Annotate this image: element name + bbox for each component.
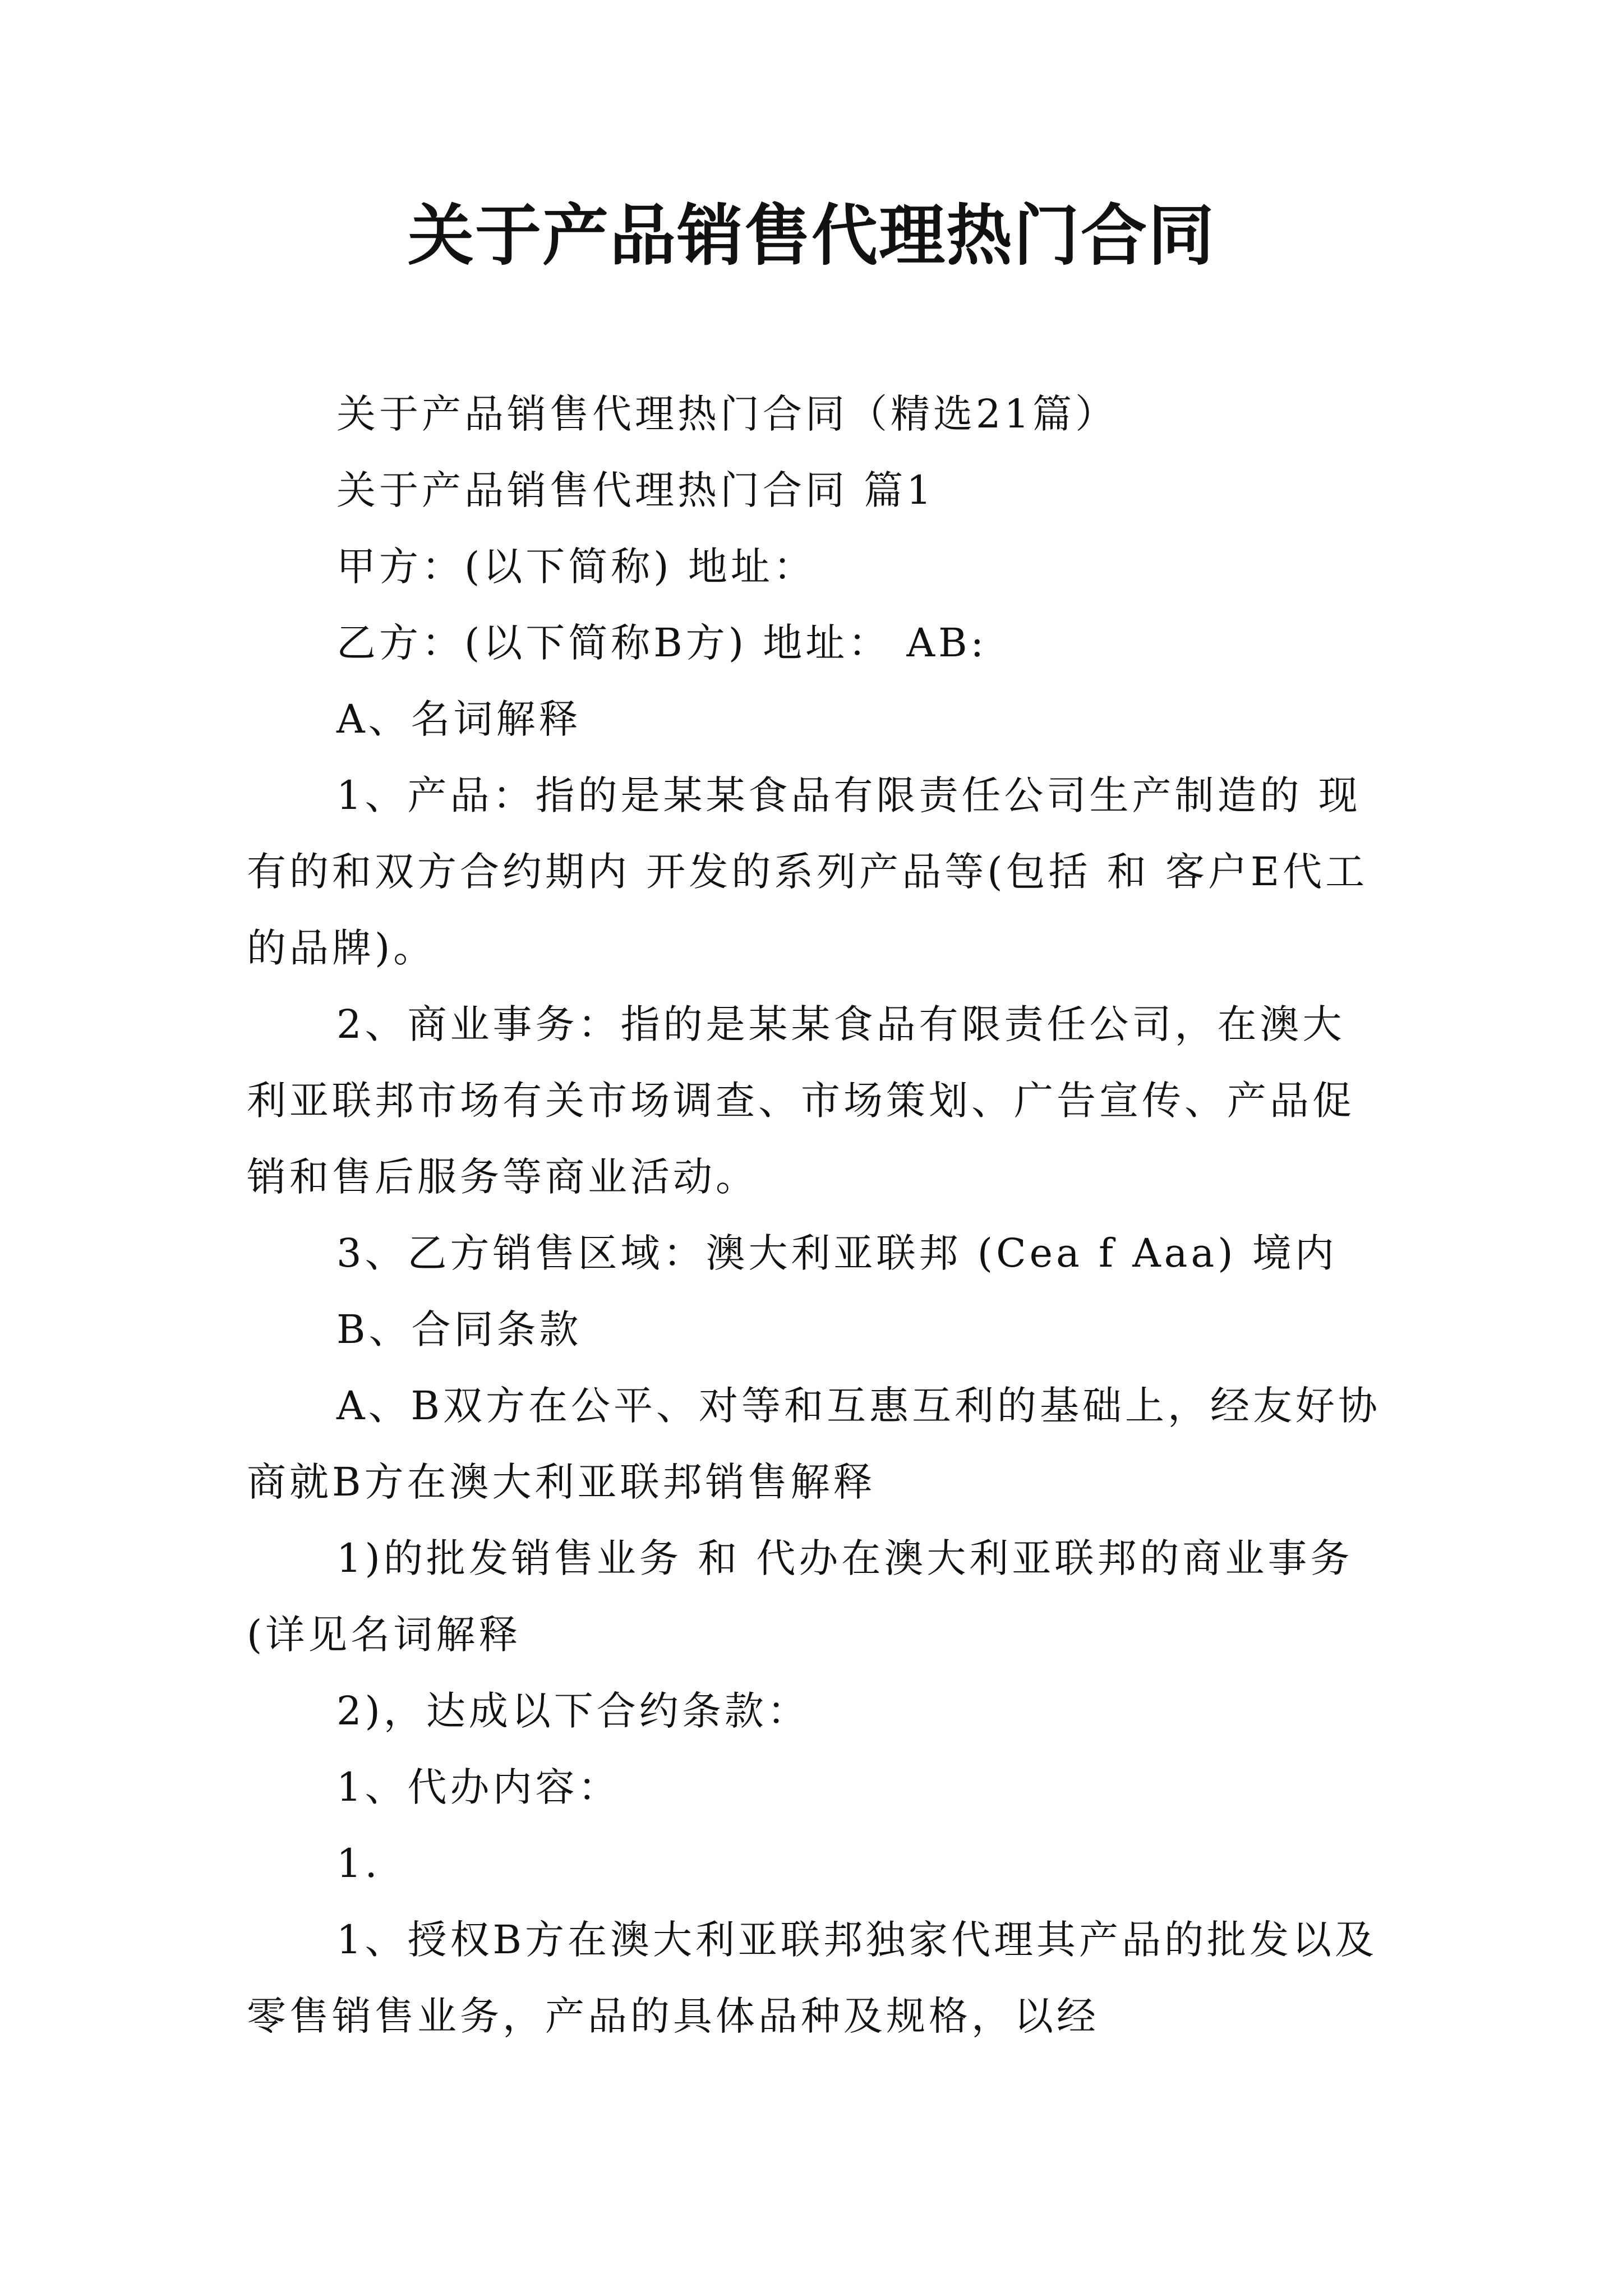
paragraph: A、名词解释: [336, 696, 582, 742]
paragraph: 关于产品销售代理热门合同 篇1: [336, 467, 935, 513]
paragraph: 1、授权B方在澳大利亚联邦独家代理其产品的批发以及零售销售业务，产品的具体品种及规格，以经: [247, 1917, 1377, 2039]
paragraph: 3、乙方销售区域：澳大利亚联邦 (Cea f Aaa) 境内: [336, 1230, 1338, 1276]
document-title: 关于产品销售代理热门合同: [407, 196, 1215, 274]
document-body: [247, 376, 1385, 2054]
paragraph: B、合同条款: [336, 1306, 582, 1352]
paragraph: A、B双方在公平、对等和互惠互利的基础上，经友好协商就B方在澳大利亚联邦销售解释: [247, 1383, 1381, 1505]
paragraph: 乙方：(以下简称B方) 地址： AB:: [336, 620, 988, 666]
paragraph: 1、产品：指的是某某食品有限责任公司生产制造的 现有的和双方合约期内 开发的系列产品等(包括 和 客户E代工的品牌)。: [247, 772, 1368, 971]
paragraph: 关于产品销售代理热门合同（精选21篇）: [336, 391, 1118, 437]
paragraph: 1)的批发销售业务 和 代办在澳大利亚联邦的商业事务(详见名词解释: [247, 1535, 1353, 1658]
paragraph: 甲方：(以下简称) 地址：: [336, 544, 816, 590]
paragraph: 2、商业事务：指的是某某食品有限责任公司，在澳大利亚联邦市场有关市场调查、市场策划、广告宣传、产品促销和售后服务等商业活动。: [247, 1001, 1355, 1200]
paragraph: 1.: [336, 1841, 381, 1887]
paragraph: 2)，达成以下合约条款：: [336, 1688, 810, 1734]
paragraph: 1、代办内容：: [336, 1764, 621, 1810]
